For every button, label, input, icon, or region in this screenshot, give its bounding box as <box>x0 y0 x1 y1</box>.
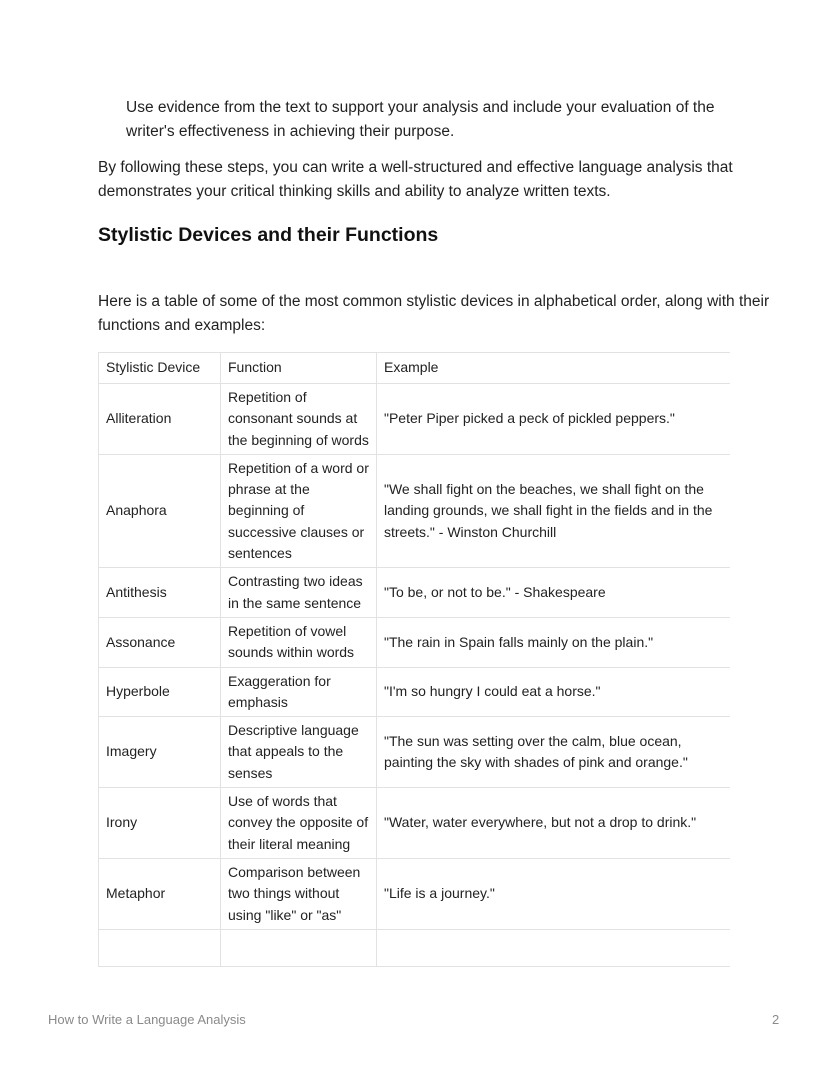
summary-paragraph: By following these steps, you can write a well-structured and effective language analysis that demonstrates your critical thinking skills and ability to analyze written texts. <box>98 159 733 200</box>
table-row <box>99 667 731 717</box>
example-cell: "The rain in Spain falls mainly on the plain." <box>377 617 731 667</box>
function-cell: Contrasting two ideas in the same sentence <box>221 568 377 618</box>
table-row <box>99 568 731 618</box>
empty-cell <box>99 929 221 966</box>
example-cell: "Water, water everywhere, but not a drop to drink." <box>377 788 731 859</box>
indented-paragraph: Use evidence from the text to support your analysis and include your evaluation of the writer's effectiveness in achieving their purpose. <box>126 99 715 140</box>
table-row <box>99 858 731 929</box>
function-cell: Repetition of a word or phrase at the beginning of successive clauses or sentences <box>221 454 377 567</box>
device-cell: Irony <box>99 788 221 859</box>
device-cell: Alliteration <box>99 384 221 455</box>
device-cell: Assonance <box>99 617 221 667</box>
table-row-continued <box>99 929 731 966</box>
example-cell: "We shall fight on the beaches, we shall fight on the landing grounds, we shall fight in the fields and in the streets." - Winston Churchill <box>377 454 731 567</box>
table-row <box>99 617 731 667</box>
table-intro-paragraph: Here is a table of some of the most common stylistic devices in alphabetical order, along with their functions and examples: <box>98 293 770 334</box>
empty-cell <box>221 929 377 966</box>
function-cell: Descriptive language that appeals to the senses <box>221 717 377 788</box>
table-row <box>99 717 731 788</box>
example-cell: "Life is a journey." <box>377 858 731 929</box>
table-row <box>99 384 731 455</box>
function-cell: Comparison between two things without using "like" or "as" <box>221 858 377 929</box>
example-cell: "The sun was setting over the calm, blue ocean, painting the sky with shades of pink and orange." <box>377 717 731 788</box>
function-cell: Use of words that convey the opposite of their literal meaning <box>221 788 377 859</box>
footer-page-number: 2 <box>772 1012 780 1027</box>
table-row <box>99 454 731 567</box>
header-cell-example: Example <box>377 353 731 384</box>
example-cell: "I'm so hungry I could eat a horse." <box>377 667 731 717</box>
device-cell: Imagery <box>99 717 221 788</box>
footer-document-title: How to Write a Language Analysis <box>48 1012 246 1027</box>
function-cell: Repetition of consonant sounds at the beginning of words <box>221 384 377 455</box>
section-heading: Stylistic Devices and their Functions <box>98 224 439 246</box>
device-cell: Antithesis <box>99 568 221 618</box>
function-cell: Exaggeration for emphasis <box>221 667 377 717</box>
header-cell-device: Stylistic Device <box>99 353 221 384</box>
function-cell: Repetition of vowel sounds within words <box>221 617 377 667</box>
table-row <box>99 788 731 859</box>
empty-cell <box>377 929 731 966</box>
stylistic-devices-table-wrapper <box>98 352 730 973</box>
device-cell: Hyperbole <box>99 667 221 717</box>
example-cell: "To be, or not to be." - Shakespeare <box>377 568 731 618</box>
device-cell: Metaphor <box>99 858 221 929</box>
example-cell: "Peter Piper picked a peck of pickled peppers." <box>377 384 731 455</box>
device-cell: Anaphora <box>99 454 221 567</box>
stylistic-devices-table <box>98 352 730 967</box>
table-header-row <box>99 353 731 384</box>
header-cell-function: Function <box>221 353 377 384</box>
